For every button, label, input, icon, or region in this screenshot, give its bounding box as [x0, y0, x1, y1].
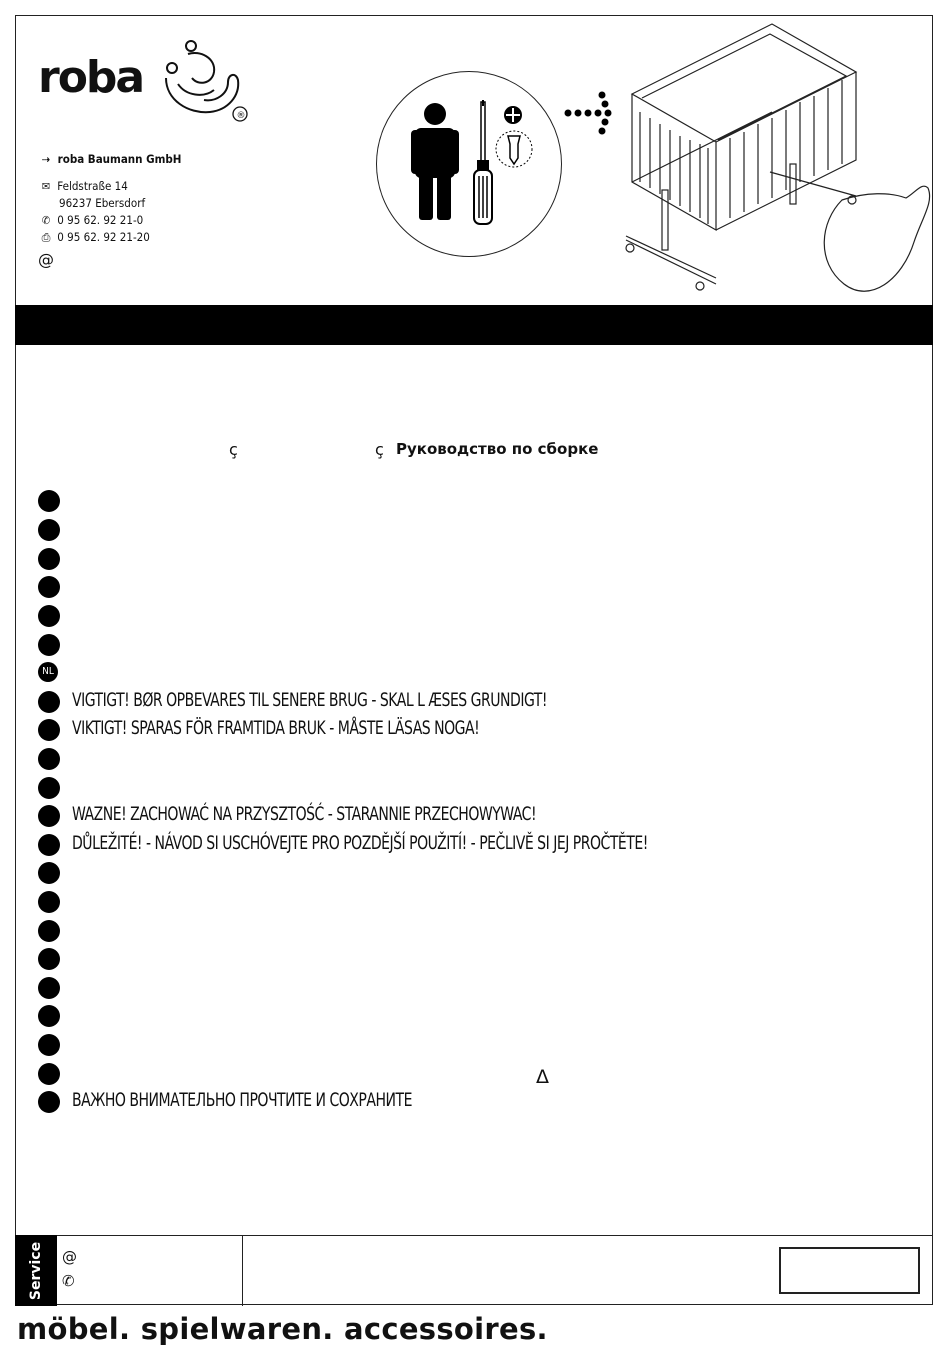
- language-badge: [38, 805, 60, 827]
- language-badge: [38, 1005, 60, 1027]
- cedilla-char-1: ç: [229, 440, 238, 459]
- tools-illustration: [377, 72, 563, 258]
- dotted-arrow-icon: [564, 90, 620, 136]
- person-icon: [411, 103, 459, 220]
- crib-illustration: [620, 22, 936, 302]
- article-code-box: [779, 1247, 920, 1294]
- tagline: möbel. spielwaren. accessoires.: [17, 1312, 548, 1346]
- language-badge: [38, 891, 60, 913]
- language-warning: WAZNE! ZACHOWAĆ NA PRZYSZTOŚĆ - STARANNIE PRZECHOWYWAC!: [72, 803, 537, 825]
- city-line: 96237 Ebersdorf: [59, 196, 146, 210]
- phillips-screw-icon: [504, 106, 522, 124]
- roba-logo-text: roba: [38, 52, 144, 103]
- language-badge: [38, 634, 60, 656]
- bolt-icon: [496, 131, 532, 167]
- email-symbol: @: [38, 250, 54, 269]
- language-badge: NL: [38, 662, 58, 682]
- service-label: Service: [28, 1241, 45, 1300]
- street-address: Feldstraße 14: [57, 179, 128, 193]
- language-badge: [38, 748, 60, 770]
- language-badge: [38, 1091, 60, 1113]
- language-badge: [38, 576, 60, 598]
- cedilla-char-2: ç: [375, 440, 384, 459]
- language-warning: VIGTIGT! BØR OPBEVARES TIL SENERE BRUG - SKAL L ÆSES GRUNDIGT!: [72, 689, 547, 711]
- phone-line: [38, 213, 143, 227]
- language-badge: [38, 548, 60, 570]
- fax-line: [38, 230, 150, 245]
- service-divider: [242, 1235, 243, 1306]
- language-warning: DŮLEŽITÉ! - NÁVOD SI USCHÓVEJTE PRO POZDĚJŠÍ POUŽITÍ! - PEČLIVĚ SI JEJ PROČTĚTE!: [72, 832, 648, 854]
- language-badge: [38, 1063, 60, 1085]
- tools-required-circle: [376, 71, 562, 257]
- registered-mark: ®: [236, 111, 246, 121]
- language-badge: [38, 977, 60, 999]
- roba-logo-mark-icon: [158, 38, 253, 123]
- fax-number: 0 95 62. 92 21-20: [57, 230, 150, 244]
- language-badge: [38, 605, 60, 627]
- assembly-instructions-ru: Руководство по сборке: [396, 440, 599, 458]
- company-line: [38, 152, 181, 166]
- company-name: roba Baumann GmbH: [57, 152, 182, 166]
- language-badge: [38, 862, 60, 884]
- language-badge: [38, 490, 60, 512]
- language-badge: [38, 1034, 60, 1056]
- language-warning: ВАЖНО ВНИМАТЕЛЬНО ПРОЧТИТЕ И СОХРАНИТЕ: [72, 1089, 412, 1111]
- dotted-arrow-icon: ⇢: [41, 153, 51, 166]
- language-badge: [38, 948, 60, 970]
- phone-icon: ✆: [41, 214, 51, 227]
- language-badge: [38, 834, 60, 856]
- fax-icon: ⎙: [41, 231, 51, 244]
- street-line: [38, 179, 128, 193]
- service-email-icon: @: [62, 1248, 77, 1266]
- delta-symbol: Δ: [536, 1066, 549, 1088]
- screwdriver-icon: [474, 100, 492, 224]
- language-warning: VIKTIGT! SPARAS FÖR FRAMTIDA BRUK - MÅSTE LÄSAS NOGA!: [72, 717, 480, 739]
- service-phone-icon: ✆: [62, 1272, 75, 1290]
- language-badge: [38, 691, 60, 713]
- language-badge: [38, 777, 60, 799]
- phone-number: 0 95 62. 92 21-0: [57, 213, 144, 227]
- language-badge: [38, 719, 60, 741]
- language-badge: [38, 519, 60, 541]
- envelope-icon: ✉: [41, 180, 51, 193]
- title-bar: [15, 305, 933, 345]
- language-badge: [38, 920, 60, 942]
- service-label-wrap: [15, 1235, 57, 1306]
